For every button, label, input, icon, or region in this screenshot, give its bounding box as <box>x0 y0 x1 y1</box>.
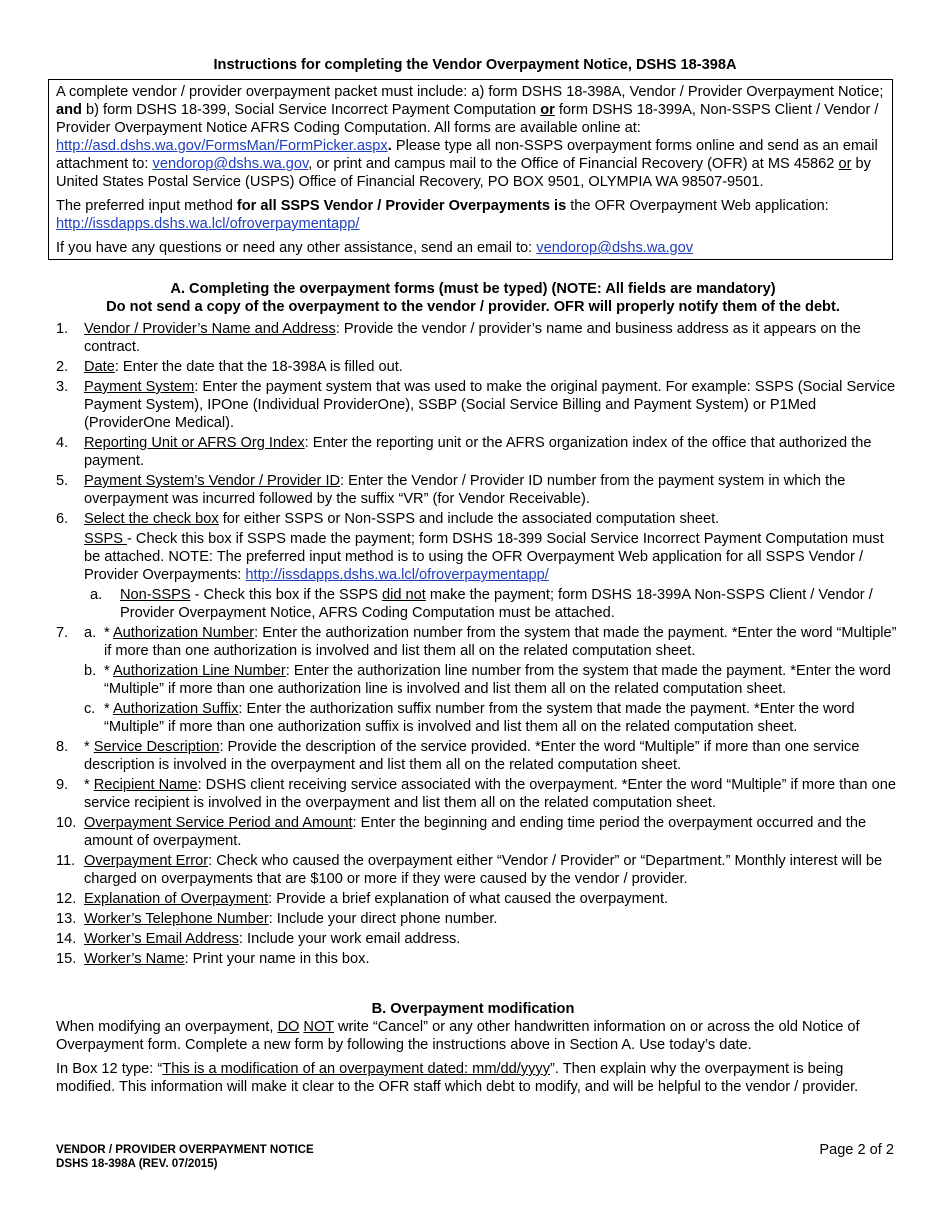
mandatory-star: * <box>104 663 113 679</box>
item-text: : Enter the payment system that was used to make the original payment. For example: SSPS (Social Service Payment System), IPOne (Individual ProviderOne), SSBP (Social Service Billing and Payment System) or P1Med (ProviderOne Medical). <box>84 379 896 431</box>
list-item <box>48 776 898 812</box>
list-item <box>48 358 898 376</box>
list-item <box>48 472 898 508</box>
footer-form-number: DSHS 18-398A (REV. 07/2015) <box>56 1157 218 1170</box>
email-link[interactable]: vendorop@dshs.wa.gov <box>152 156 309 172</box>
sub-item-auth-line <box>84 662 898 698</box>
item-label: Worker’s Name <box>84 951 185 967</box>
intro-paragraph-1 <box>56 83 885 191</box>
sub-item-auth-suffix <box>84 700 898 736</box>
non-ssps-didnot: did not <box>382 587 426 603</box>
list-item <box>48 624 898 736</box>
item-text: : Provide a brief explanation of what caused the overpayment. <box>268 891 669 907</box>
item-text: : Enter the date that the 18-398A is filled out. <box>114 359 403 375</box>
intro-text: The preferred input method <box>56 198 237 214</box>
non-ssps-label: Non-SSPS <box>120 587 191 603</box>
item-text: : Enter the reporting unit or the AFRS organization index of the office that authorized the payment. <box>84 435 872 469</box>
sub-item-non-ssps <box>84 586 898 622</box>
item-text: : Include your work email address. <box>238 931 461 947</box>
section-b-heading: B. Overpayment modification <box>371 1001 575 1017</box>
footer-form-id <box>56 1143 314 1171</box>
item-text: : Enter the authorization line number from the system that made the payment. *Enter the word “Multiple” if more than one authorization line is involved and list them all on the related computation sheet. <box>104 663 891 697</box>
intro-text: , or print and campus mail to the Office of Financial Recovery (OFR) at MS 45862 <box>308 156 839 172</box>
ssps-text: - Check this box if SSPS made the payment; form DSHS 18-399 Social Service Incorrect Payment Computation must be attached. NOTE: The preferred input method is to using the OFR Overpayment Web application for all SSPS Vendor / Provider Overpayments: <box>84 531 884 583</box>
mandatory-star: * <box>84 739 94 755</box>
item-text: : Provide the description of the service provided. *Enter the word “Multiple” if more than one service description is involved in the overpayment and list them all on the related computation sheet. <box>84 739 860 773</box>
item-number: 12. <box>56 891 77 907</box>
list-item <box>48 910 898 928</box>
sub-item-auth-number <box>84 624 898 660</box>
forms-link[interactable]: http://asd.dshs.wa.gov/FormsMan/FormPicker.aspx <box>56 138 388 154</box>
item-number: 3. <box>56 379 69 395</box>
item-number: 4. <box>56 435 69 451</box>
item-label: Worker’s Email Address <box>84 931 239 947</box>
item-text: : Enter the authorization suffix number from the system that made the payment. *Enter the word “Multiple” if more than one authorization suffix is involved and list them all on the related computation sheet. <box>104 701 855 735</box>
intro-paragraph-2 <box>56 197 885 233</box>
item-text: for either SSPS or Non-SSPS and include the associated computation sheet. <box>218 511 720 527</box>
list-item <box>48 434 898 470</box>
ssps-label: SSPS <box>84 531 127 547</box>
section-b-text: In Box 12 type: “ <box>56 1061 163 1077</box>
ssps-note <box>84 530 898 584</box>
intro-dot: . <box>387 138 392 154</box>
item-label: Service Description <box>93 739 220 755</box>
sub-item-letter: c. <box>84 701 96 717</box>
intro-paragraph-3 <box>56 239 885 257</box>
intro-text: A complete vendor / provider overpayment packet must include: a) form DSHS 18-398A, Vendor / Provider Overpayment Notice; <box>56 84 884 100</box>
item-number: 15. <box>56 951 77 967</box>
item-label: Payment System <box>84 379 195 395</box>
intro-text: b) form DSHS 18-399, Social Service Incorrect Payment Computation <box>81 102 541 118</box>
intro-text: the OFR Overpayment Web application: <box>566 198 829 214</box>
section-b-text: When modifying an overpayment, <box>56 1019 278 1035</box>
item-label: Date <box>84 359 115 375</box>
section-b-body <box>56 1018 898 1102</box>
item-label: Recipient Name <box>93 777 198 793</box>
item-number: 10. <box>56 815 77 831</box>
item-number: 13. <box>56 911 77 927</box>
list-item <box>48 930 898 948</box>
intro-text: If you have any questions or need any other assistance, send an email to: <box>56 240 537 256</box>
item-text: : Check who caused the overpayment either “Vendor / Provider” or “Department.” Monthly interest will be charged on overpayments that are $100 or more if they were caused by the vendor / provider. <box>84 853 883 887</box>
section-b-paragraph-2 <box>56 1060 898 1096</box>
item-number: 6. <box>56 511 69 527</box>
item-label: Overpayment Error <box>84 853 209 869</box>
item-label: Reporting Unit or AFRS Org Index <box>84 435 305 451</box>
item-text: : Enter the beginning and ending time period the overpayment occurred and the amount of overpayment. <box>84 815 867 849</box>
intro-or-2: or <box>838 156 852 172</box>
non-ssps-text: - Check this box if the SSPS <box>190 587 382 603</box>
non-ssps-text: make the payment; form DSHS 18-399A Non-SSPS Client / Vendor / Provider Overpayment Notice, AFRS Coding Computation must be attached. <box>120 587 873 621</box>
item-label: Authorization Number <box>112 625 255 641</box>
mandatory-star: * <box>84 777 94 793</box>
item-label: Payment System’s Vendor / Provider ID <box>84 473 341 489</box>
contact-email-link[interactable]: vendorop@dshs.wa.gov <box>536 240 694 256</box>
item-number: 5. <box>56 473 69 489</box>
list-item <box>48 320 898 356</box>
item-number: 2. <box>56 359 69 375</box>
section-a-heading <box>48 280 898 316</box>
item-label: Overpayment Service Period and Amount <box>84 815 353 831</box>
mandatory-star: * <box>104 625 113 641</box>
item-text: : Enter the Vendor / Provider ID number from the payment system in which the overpayment was incurred followed by the suffix “VR” (for Vendor Receivable). <box>84 473 846 507</box>
item-label: Authorization Line Number <box>112 663 286 679</box>
instruction-list <box>48 320 898 970</box>
item-text: : Provide the vendor / provider’s name and business address as it appears on the contract. <box>84 321 861 355</box>
item-number: 1. <box>56 321 69 337</box>
intro-and: and <box>56 102 82 118</box>
page-number: Page 2 of 2 <box>819 1142 894 1158</box>
item-text: : Print your name in this box. <box>184 951 370 967</box>
section-b-paragraph-1 <box>56 1018 898 1054</box>
footer-form-title: VENDOR / PROVIDER OVERPAYMENT NOTICE <box>56 1143 314 1156</box>
section-b-text: write “Cancel” or any other handwritten information on or across the old Notice of Overpayment form. Complete a new form by following the instructions above in Section A. Use today’s date. <box>56 1019 860 1053</box>
item-text: : Enter the authorization number from the system that made the payment. *Enter the word “Multiple” if more than one authorization is involved and list them all on the related computation sheet. <box>104 625 897 659</box>
item-label: Select the check box <box>84 511 219 527</box>
item-label: Authorization Suffix <box>112 701 239 717</box>
item-label: Explanation of Overpayment <box>84 891 269 907</box>
section-b-text: ”. Then explain why the overpayment is being modified. This information will make it clear to the OFR staff which debt to modify, and will be helpful to the vendor / provider. <box>56 1061 859 1095</box>
section-b-example: This is a modification of an overpayment dated: mm/dd/yyyy <box>162 1061 550 1077</box>
item-text: : Include your direct phone number. <box>268 911 498 927</box>
intro-text: by United States Postal Service (USPS) Office of Financial Recovery, PO BOX 9501, OLYMPIA WA 98507-9501. <box>56 156 871 190</box>
section-a-title: A. Completing the overpayment forms (must be typed) (NOTE: All fields are mandatory) <box>170 281 776 297</box>
intro-box <box>48 79 893 260</box>
section-b-do: DO <box>277 1019 300 1035</box>
section-a-subtitle: Do not send a copy of the overpayment to the vendor / provider. OFR will properly notify them of the debt. <box>106 299 840 315</box>
list-item <box>48 378 898 432</box>
intro-text: Please type all non-SSPS overpayment forms online and send as an email attachment to: <box>56 138 878 172</box>
item-label: Vendor / Provider’s Name and Address <box>84 321 336 337</box>
mandatory-star: * <box>104 701 113 717</box>
list-item <box>48 510 898 622</box>
intro-bold: for all SSPS Vendor / Provider Overpayments is <box>236 198 567 214</box>
list-item <box>48 950 898 968</box>
ssps-app-link[interactable]: http://issdapps.dshs.wa.lcl/ofroverpaymentapp/ <box>245 567 549 583</box>
list-item <box>48 738 898 774</box>
intro-or: or <box>540 102 555 118</box>
item-number: 14. <box>56 931 77 947</box>
item-number: 8. <box>56 739 69 755</box>
item-number: 7. <box>56 625 69 641</box>
sub-item-letter: a. <box>84 625 97 641</box>
item-text: : DSHS client receiving service associated with the overpayment. *Enter the word “Multiple” if more than one service recipient is involved in the overpayment and list them all on the related computation sheet. <box>84 777 896 811</box>
item-label: Worker’s Telephone Number <box>84 911 269 927</box>
intro-text: form DSHS 18-399A, Non-SSPS Client / Vendor / Provider Overpayment Notice AFRS Coding Computation. All forms are available online at: <box>56 102 879 136</box>
sub-item-letter: b. <box>84 663 97 679</box>
section-b-not: NOT <box>303 1019 334 1035</box>
list-item <box>48 814 898 850</box>
list-item <box>48 890 898 908</box>
item-number: 11. <box>56 853 76 869</box>
page-title: Instructions for completing the Vendor Overpayment Notice, DSHS 18-398A <box>213 57 737 73</box>
overpayment-app-link[interactable]: http://issdapps.dshs.wa.lcl/ofroverpaymentapp/ <box>56 216 360 232</box>
sub-item-letter: a. <box>90 587 103 603</box>
list-item <box>48 852 898 888</box>
item-number: 9. <box>56 777 69 793</box>
